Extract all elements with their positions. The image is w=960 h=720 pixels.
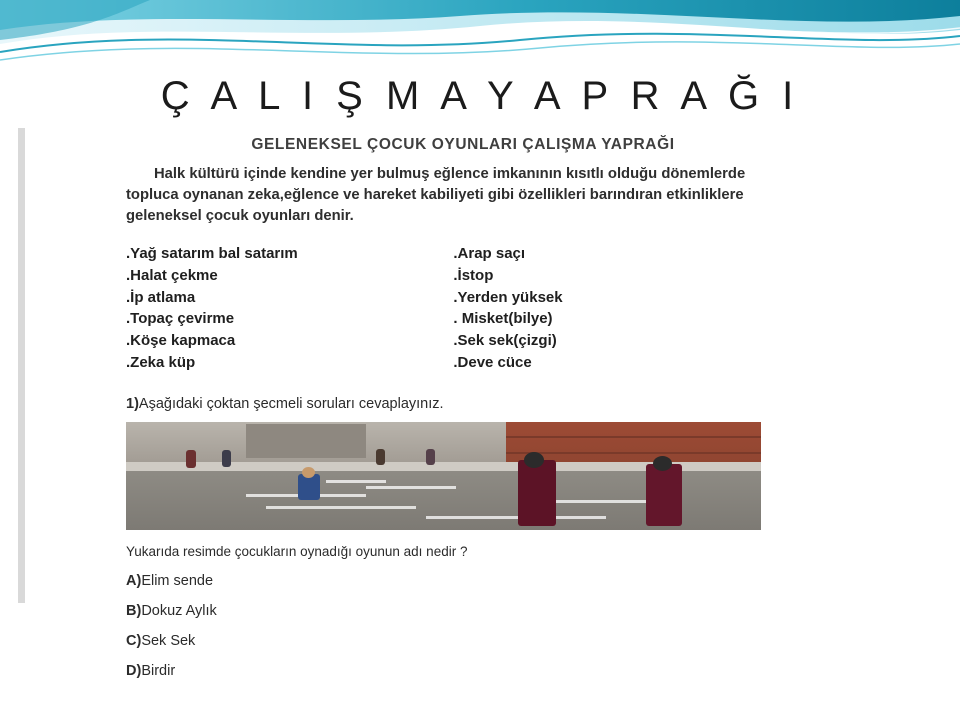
worksheet-heading: GELENEKSEL ÇOCUK OYUNLARI ÇALIŞMA YAPRAĞI: [251, 136, 675, 153]
photo-wall-line: [506, 452, 761, 454]
list-item: .Halat çekme: [126, 266, 218, 284]
question-instruction: [126, 396, 808, 412]
worksheet-left-margin-bar: [18, 128, 25, 603]
list-item: .İp atlama: [126, 288, 196, 306]
choice-a-text: Elim sende: [141, 572, 214, 589]
list-item: .Yağ satarım bal satarım: [126, 245, 298, 262]
question-number: 1): [126, 395, 139, 412]
list-item: . Misket(bilye): [453, 310, 553, 328]
photo-building-secondary: [246, 424, 366, 458]
photo-child-jumping: [518, 460, 556, 526]
photo-wall-line: [506, 436, 761, 438]
choice-d: [126, 663, 808, 679]
photo-child-sitting-head: [302, 467, 315, 478]
photo-child-background: [222, 450, 231, 467]
photo-child-standing-head: [653, 456, 672, 471]
photo-child-standing: [646, 464, 682, 526]
photo-child-background: [376, 449, 385, 465]
games-column-left: [126, 243, 453, 374]
games-column-right: [453, 243, 780, 374]
choice-a: [126, 573, 808, 589]
choice-b-text: Dokuz Aylık: [141, 602, 217, 619]
choice-d-letter: D): [126, 662, 142, 679]
photo-child-background: [186, 450, 196, 468]
photo-chalk-line: [266, 506, 416, 509]
choice-c: [126, 633, 808, 649]
worksheet-intro-paragraph: [126, 164, 794, 227]
list-item: .Deve cüce: [453, 353, 532, 371]
choice-b: [126, 603, 808, 619]
list-item: .Zeka küp: [126, 353, 196, 371]
list-item: .Arap saçı: [453, 245, 526, 262]
choice-d-text: Birdir: [141, 662, 176, 679]
answer-choices: [126, 573, 808, 679]
photo-child-background: [426, 449, 435, 465]
question-instruction-text: Aşağıdaki çoktan şecmeli soruları cevaplayınız.: [138, 395, 444, 412]
slide-header-banner: [0, 0, 960, 72]
image-caption: Yukarıda resimde çocukların oynadığı oyunun adı nedir ?: [126, 543, 468, 559]
choice-c-letter: C): [126, 632, 142, 649]
photo-chalk-line: [366, 486, 456, 489]
list-item: .İstop: [453, 266, 494, 284]
photo-chalk-line: [426, 516, 606, 519]
hopscotch-photo: [126, 422, 761, 530]
paragraph-text: Halk kültürü içinde kendine yer bulmuş eğlence imkanının kısıtlı olduğu dönemlerde topluca oynanan zeka,eğlence ve hareket kabiliyeti gibi özellikleri barındıran etkinliklere geleneksel çocuk oyunları denir.: [126, 166, 746, 224]
choice-b-letter: B): [126, 602, 142, 619]
choice-a-letter: A): [126, 572, 142, 589]
traditional-games-list: [126, 243, 808, 374]
page-title: Ç A L I Ş M A Y A P R A Ğ I: [160, 74, 800, 118]
list-item: .Yerden yüksek: [453, 288, 563, 306]
list-item: .Sek sek(çizgi): [453, 332, 557, 349]
list-item: .Köşe kapmaca: [126, 332, 236, 349]
choice-c-text: Sek Sek: [141, 632, 196, 649]
list-item: .Topaç çevirme: [126, 310, 235, 328]
photo-chalk-line: [326, 480, 386, 483]
worksheet-image: [18, 128, 818, 679]
photo-child-jumping-head: [524, 452, 544, 468]
